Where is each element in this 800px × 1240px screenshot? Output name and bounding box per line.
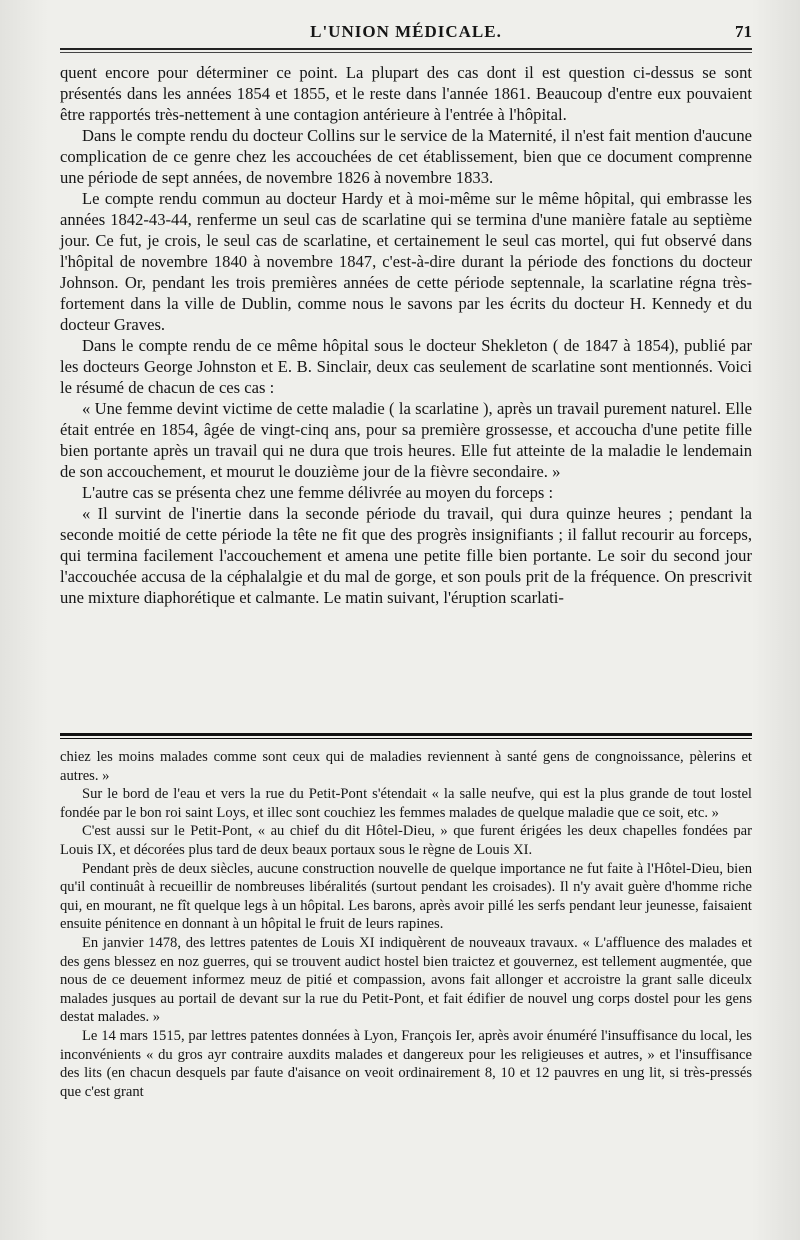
quoted-case: « Une femme devint victime de cette maladie ( la scarlatine ), après un travail purement naturel. Elle était entrée en 1854, âgée de vingt-cinq ans, pour sa première grossesse, et accoucha d'une petite fille bien portante après un travail qui ne dura que trois heures. Elle fut atteinte de la maladie le lendemain de son accouchement, et mourut le douzième jour de la fièvre secondaire. » (60, 399, 752, 481)
main-paragraph: Dans le compte rendu de ce même hôpital sous le docteur Shekleton ( de 1847 à 1854), publié par les docteurs George Johnston et E. B. Sinclair, deux cas seulement de scarlatine sont mentionnés. Voici le résumé de chacun de ces cas : (60, 336, 752, 397)
footnote-separator (60, 733, 752, 739)
main-paragraph: Le compte rendu commun au docteur Hardy et à moi-même sur le même hôpital, qui embrasse les années 1842-43-44, renferme un seul cas de scarlatine qui se termina d'une manière fatale au septième jour. Ce fut, je crois, le seul cas de scarlatine, et certainement le seul cas mortel, qui fut observé dans l'hôpital de novembre 1840 à novembre 1847, c'est-à-dire durant la période des fonctions du docteur Johnson. Or, pendant les trois premières années de cette période septennale, la scarlatine régna très-fortement dans la ville de Dublin, comme nous le savons par les écrits du docteur H. Kennedy et du docteur Graves. (60, 189, 752, 334)
journal-title: L'UNION MÉDICALE. (310, 22, 502, 41)
footnote-paragraph: Sur le bord de l'eau et vers la rue du Petit-Pont s'étendait « la salle neufve, qui est la plus grande de tout lostel fondée par le bon roi saint Loys, et illec sont couchiez les femmes malades de quelque maladie que ce soit, etc. » (60, 786, 752, 821)
main-paragraph: L'autre cas se présenta chez une femme délivrée au moyen du forceps : (82, 483, 554, 502)
footnote-paragraph: Le 14 mars 1515, par lettres patentes données à Lyon, François Ier, après avoir énuméré l'insuffisance du local, les inconvénients « du gros ayr contraire auxdits malades et dangereux pour les religieuses et autres, » et l'insuffisance des lits (en chacun desquels par faute d'aisance on veoit ordinairement 8, 10 et 12 pauvres en ung lit, si très-pressés que c'est grant (60, 1027, 752, 1100)
footnote-text (60, 748, 752, 1101)
footnote-paragraph: En janvier 1478, des lettres patentes de Louis XI indiquèrent de nouveaux travaux. « L'affluence des malades et des gens blessez en noz guerres, qui se trouvent audict hostel bien traictez et gouvernez, est tellement augmentée, que nous de ce deuement informez meuz de pitié et compassion, avons fait allonger et accroistre la grant salle diceulx malades jusques au portail de devant sur la rue du Petit-Pont, et fait édifier de nouvel ung corps dostel pour les gens destat malades. » (60, 934, 752, 1026)
main-text (60, 62, 752, 608)
footnote-paragraph: Pendant près de deux siècles, aucune construction nouvelle de quelque importance ne fut faite à l'Hôtel-Dieu, bien qu'il continuât à recueillir de nombreuses libéralités (surtout pendant les croisades). Il n'y avait guère d'homme riche qui, en mourant, ne fît quelque legs à un hôpital. Les barons, après avoir pillé les serfs pendant leur jeunesse, faisaient ensuite pénitence en donnant à un hôpital le fruit de leurs rapines. (60, 860, 752, 933)
header-rule (60, 48, 752, 53)
footnote-paragraph: C'est aussi sur le Petit-Pont, « au chief du dit Hôtel-Dieu, » que furent érigées les deux chapelles fondées par Louis IX, et décorées plus tard de deux beaux portaux sous le règne de Louis XI. (60, 823, 752, 858)
page-number: 71 (735, 22, 752, 41)
footnote-paragraph: chiez les moins malades comme sont ceux qui de maladies reviennent à santé gens de congnoissance, pèlerins et autres. » (60, 749, 752, 784)
running-header (60, 22, 752, 48)
main-paragraph: quent encore pour déterminer ce point. La plupart des cas dont il est question ci-dessus se sont présentés dans les années 1854 et 1855, et le reste dans l'année 1861. Beaucoup d'entre eux pouvaient être rapportés très-nettement à une contagion antérieure à l'entrée à l'hôpital. (60, 63, 752, 124)
main-paragraph: Dans le compte rendu du docteur Collins sur le service de la Maternité, il n'est fait mention d'aucune complication de ce genre chez les accouchées de cet établissement, bien que ce document comprenne une période de sept années, de novembre 1826 à novembre 1833. (60, 126, 752, 187)
quoted-case: « Il survint de l'inertie dans la seconde période du travail, qui dura quinze heures ; pendant la seconde moitié de cette période la tête ne fit que des progrès insignifiants ; il fallut recourir au forceps, qui termina facilement l'accouchement et amena une petite fille bien portante. Le soir du second jour l'accouchée accusa de la céphalalgie et du mal de gorge, et son pouls prit de la fréquence. On prescrivit une mixture diaphorétique et calmante. Le matin suivant, l'éruption scarlati- (60, 504, 752, 607)
